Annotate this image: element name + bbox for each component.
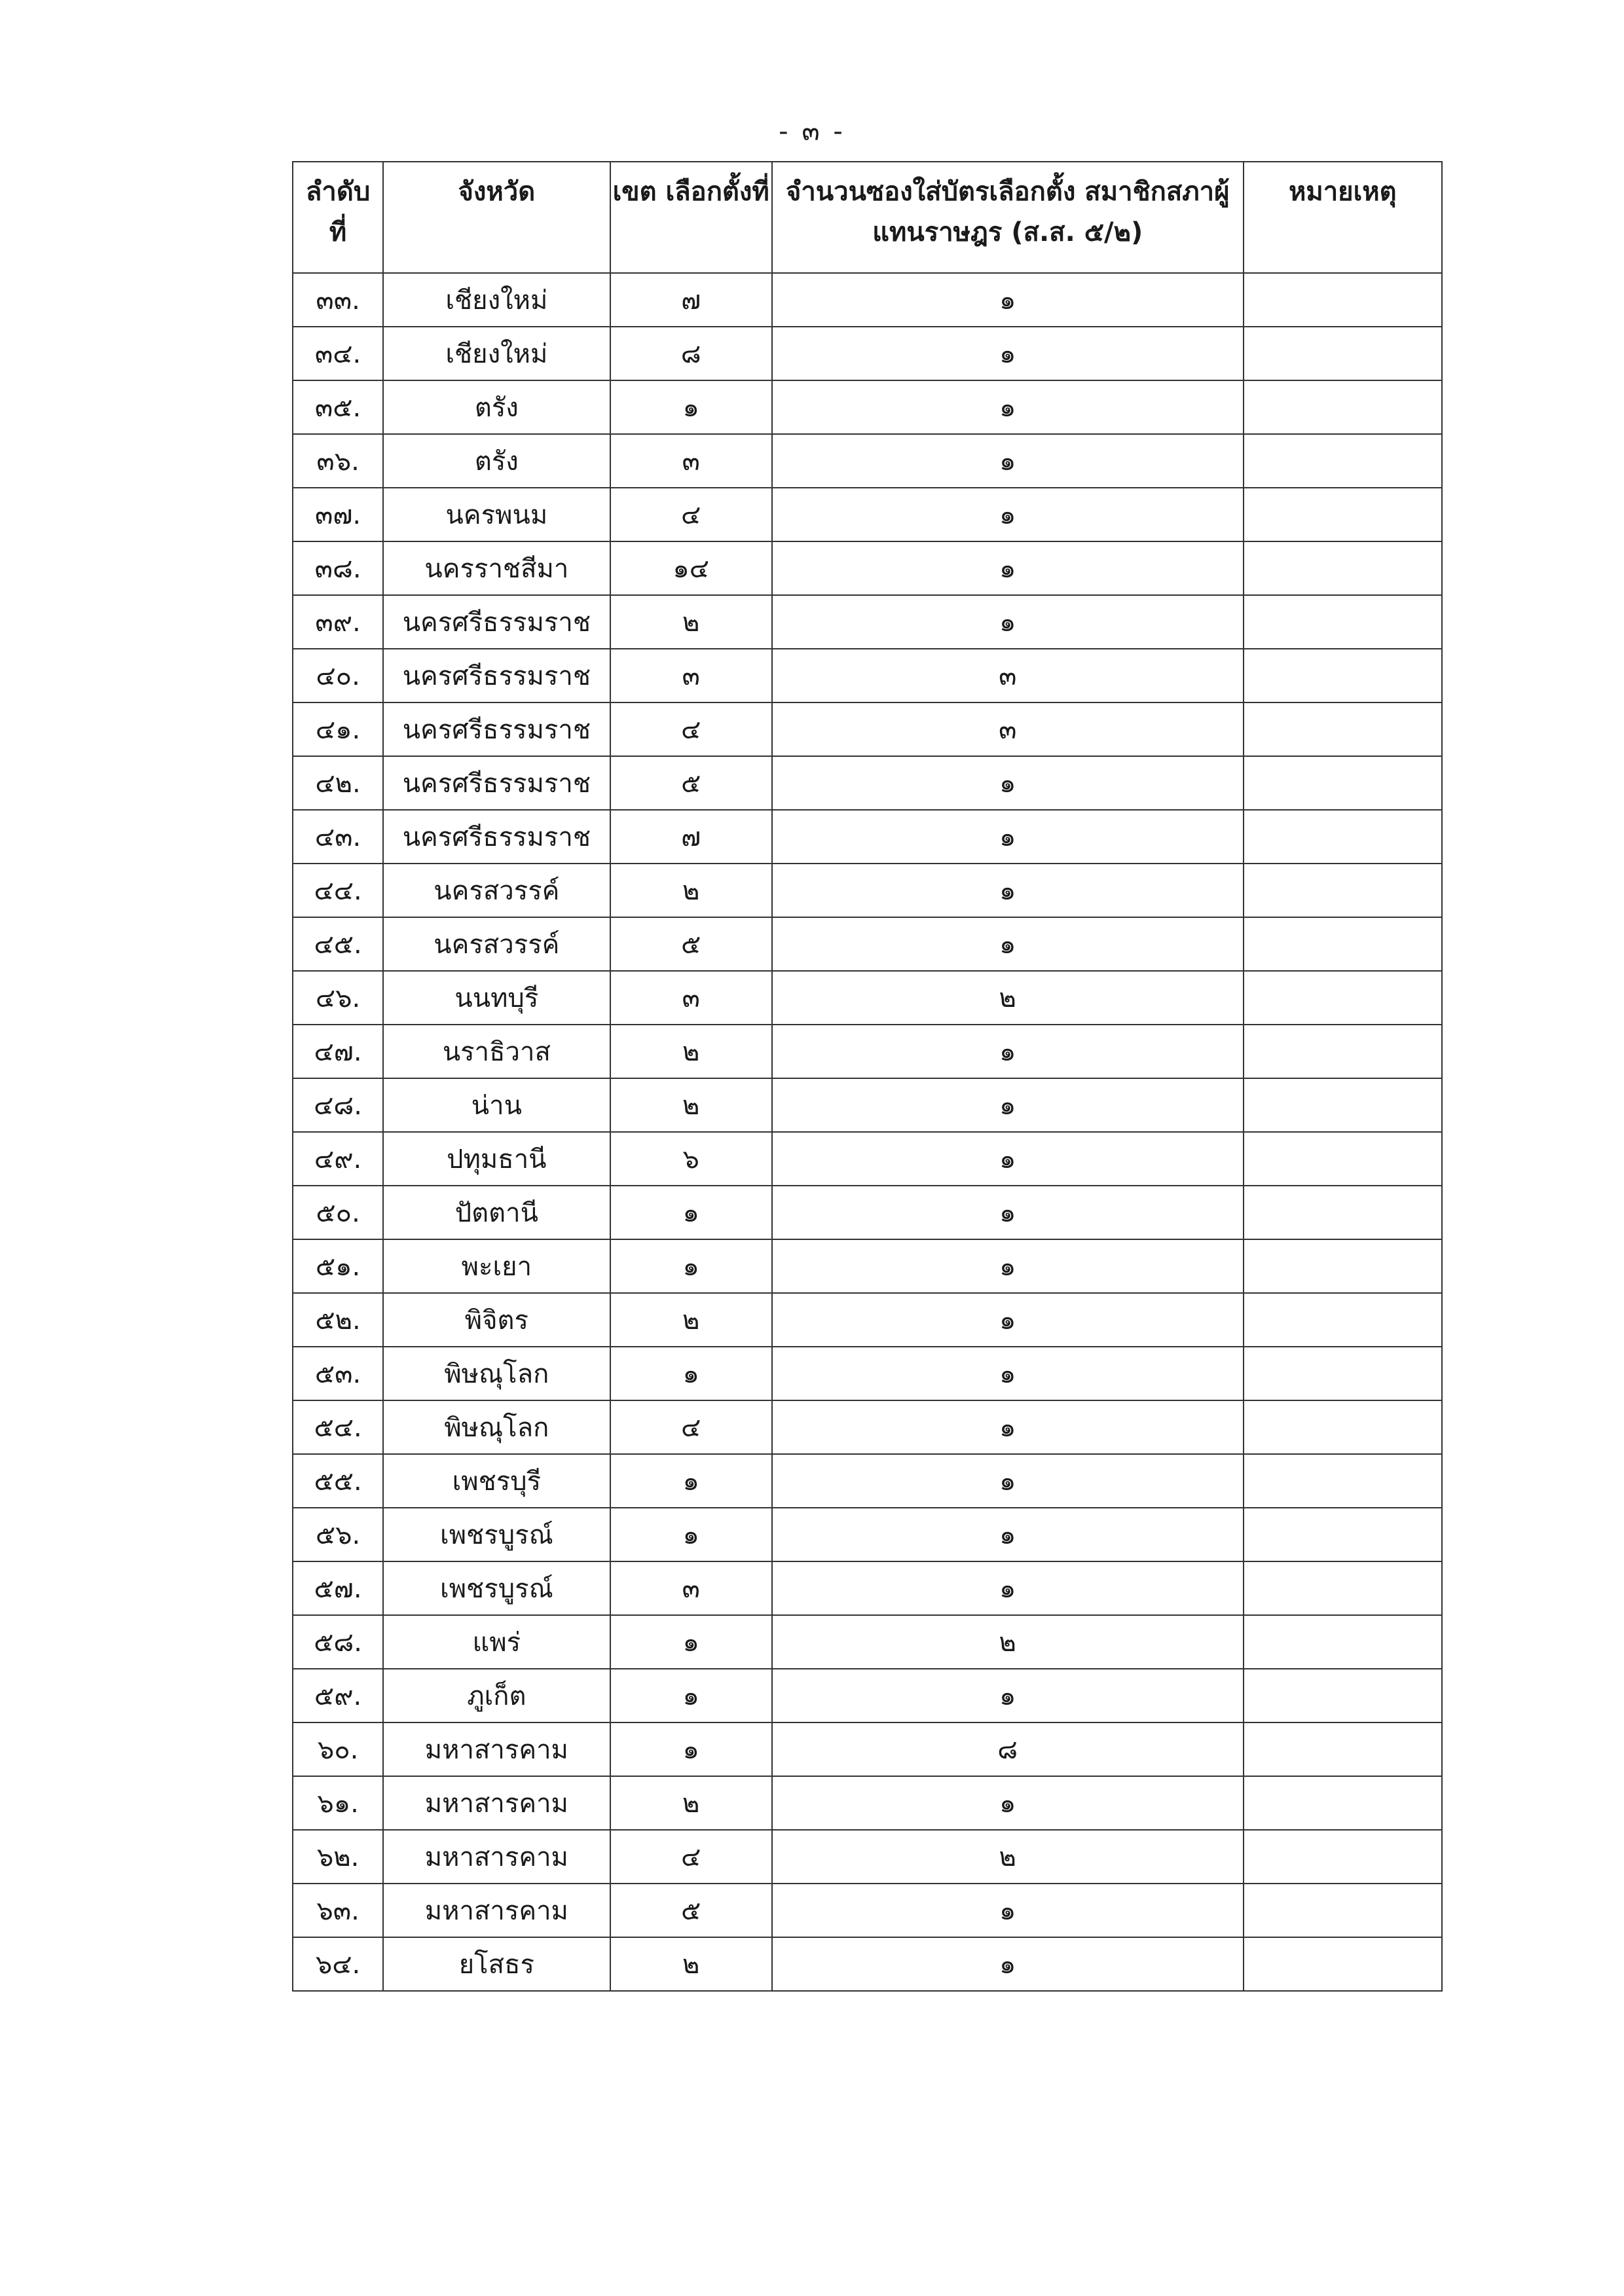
cell-envelope-count: ๑ <box>772 1293 1244 1347</box>
ballot-envelope-table <box>292 161 1443 1992</box>
table-row <box>293 971 1442 1025</box>
cell-envelope-count: ๒ <box>772 971 1244 1025</box>
cell-province: นครศรีธรรมราช <box>383 810 610 864</box>
cell-envelope-count: ๑ <box>772 1078 1244 1132</box>
cell-envelope-count: ๒ <box>772 1830 1244 1884</box>
cell-envelope-count: ๑ <box>772 488 1244 541</box>
cell-district: ๑ <box>610 1615 772 1669</box>
cell-district: ๒ <box>610 1025 772 1078</box>
cell-no: ๕๕. <box>293 1454 383 1508</box>
cell-district: ๒ <box>610 864 772 917</box>
cell-province: พิษณุโลก <box>383 1347 610 1400</box>
cell-envelope-count: ๑ <box>772 1400 1244 1454</box>
cell-province: นครศรีธรรมราช <box>383 649 610 702</box>
cell-remark <box>1244 756 1442 810</box>
cell-envelope-count: ๑ <box>772 434 1244 488</box>
table-row <box>293 1615 1442 1669</box>
cell-no: ๕๙. <box>293 1669 383 1722</box>
cell-district: ๑ <box>610 380 772 434</box>
cell-district: ๖ <box>610 1132 772 1186</box>
cell-no: ๖๐. <box>293 1722 383 1776</box>
cell-province: ปทุมธานี <box>383 1132 610 1186</box>
cell-district: ๑ <box>610 1508 772 1561</box>
cell-remark <box>1244 1400 1442 1454</box>
table-row <box>293 1830 1442 1884</box>
cell-district: ๒ <box>610 595 772 649</box>
table-row <box>293 1776 1442 1830</box>
cell-remark <box>1244 1347 1442 1400</box>
cell-remark <box>1244 488 1442 541</box>
cell-district: ๔ <box>610 1830 772 1884</box>
cell-province: มหาสารคาม <box>383 1830 610 1884</box>
cell-remark <box>1244 1776 1442 1830</box>
cell-district: ๓ <box>610 971 772 1025</box>
cell-envelope-count: ๑ <box>772 1186 1244 1239</box>
cell-province: น่าน <box>383 1078 610 1132</box>
cell-district: ๔ <box>610 488 772 541</box>
cell-no: ๔๙. <box>293 1132 383 1186</box>
cell-remark <box>1244 702 1442 756</box>
cell-district: ๓ <box>610 1561 772 1615</box>
cell-no: ๓๗. <box>293 488 383 541</box>
cell-envelope-count: ๑ <box>772 1239 1244 1293</box>
cell-district: ๑ <box>610 1454 772 1508</box>
cell-envelope-count: ๒ <box>772 1615 1244 1669</box>
cell-remark <box>1244 971 1442 1025</box>
table-row <box>293 1347 1442 1400</box>
cell-district: ๔ <box>610 702 772 756</box>
cell-no: ๖๑. <box>293 1776 383 1830</box>
cell-remark <box>1244 1078 1442 1132</box>
cell-district: ๗ <box>610 273 772 327</box>
table-row <box>293 273 1442 327</box>
header-district: เขต เลือกตั้งที่ <box>610 162 772 273</box>
header-remark: หมายเหตุ <box>1244 162 1442 273</box>
cell-remark <box>1244 273 1442 327</box>
cell-envelope-count: ๑ <box>772 1132 1244 1186</box>
table-row <box>293 810 1442 864</box>
cell-province: นครศรีธรรมราช <box>383 702 610 756</box>
cell-province: นครศรีธรรมราช <box>383 595 610 649</box>
cell-district: ๑ <box>610 1186 772 1239</box>
cell-province: ยโสธร <box>383 1937 610 1991</box>
cell-no: ๕๗. <box>293 1561 383 1615</box>
cell-remark <box>1244 810 1442 864</box>
table-row <box>293 327 1442 380</box>
cell-district: ๓ <box>610 434 772 488</box>
cell-province: แพร่ <box>383 1615 610 1669</box>
cell-remark <box>1244 1884 1442 1937</box>
cell-district: ๒ <box>610 1937 772 1991</box>
cell-remark <box>1244 1186 1442 1239</box>
cell-no: ๕๔. <box>293 1400 383 1454</box>
cell-province: พิจิตร <box>383 1293 610 1347</box>
cell-remark <box>1244 595 1442 649</box>
table-row <box>293 649 1442 702</box>
cell-no: ๔๐. <box>293 649 383 702</box>
cell-remark <box>1244 1239 1442 1293</box>
table-row <box>293 702 1442 756</box>
cell-envelope-count: ๑ <box>772 595 1244 649</box>
cell-envelope-count: ๑ <box>772 1776 1244 1830</box>
cell-remark <box>1244 1132 1442 1186</box>
cell-no: ๔๒. <box>293 756 383 810</box>
table-row <box>293 380 1442 434</box>
cell-province: ภูเก็ต <box>383 1669 610 1722</box>
cell-remark <box>1244 1025 1442 1078</box>
cell-district: ๘ <box>610 327 772 380</box>
cell-no: ๓๘. <box>293 541 383 595</box>
cell-province: ปัตตานี <box>383 1186 610 1239</box>
cell-district: ๕ <box>610 1884 772 1937</box>
table-row <box>293 1884 1442 1937</box>
cell-district: ๒ <box>610 1078 772 1132</box>
cell-province: เพชรบูรณ์ <box>383 1508 610 1561</box>
table-row <box>293 1561 1442 1615</box>
cell-envelope-count: ๑ <box>772 1508 1244 1561</box>
table-row <box>293 1132 1442 1186</box>
cell-no: ๕๓. <box>293 1347 383 1400</box>
cell-province: เพชรบูรณ์ <box>383 1561 610 1615</box>
cell-province: มหาสารคาม <box>383 1776 610 1830</box>
cell-district: ๑ <box>610 1239 772 1293</box>
header-province: จังหวัด <box>383 162 610 273</box>
cell-no: ๕๐. <box>293 1186 383 1239</box>
page-number: - ๓ - <box>779 117 845 147</box>
table-row <box>293 488 1442 541</box>
cell-no: ๔๓. <box>293 810 383 864</box>
header-row <box>293 162 1442 273</box>
cell-province: พะเยา <box>383 1239 610 1293</box>
cell-envelope-count: ๑ <box>772 1025 1244 1078</box>
table-row <box>293 1025 1442 1078</box>
cell-no: ๓๔. <box>293 327 383 380</box>
cell-envelope-count: ๑ <box>772 380 1244 434</box>
cell-envelope-count: ๑ <box>772 327 1244 380</box>
cell-remark <box>1244 1293 1442 1347</box>
cell-no: ๖๓. <box>293 1884 383 1937</box>
cell-province: มหาสารคาม <box>383 1722 610 1776</box>
cell-remark <box>1244 1508 1442 1561</box>
cell-district: ๑ <box>610 1669 772 1722</box>
cell-remark <box>1244 649 1442 702</box>
cell-no: ๔๔. <box>293 864 383 917</box>
cell-no: ๖๔. <box>293 1937 383 1991</box>
table-body <box>293 273 1442 1991</box>
cell-remark <box>1244 434 1442 488</box>
table-row <box>293 1722 1442 1776</box>
cell-no: ๕๒. <box>293 1293 383 1347</box>
cell-remark <box>1244 917 1442 971</box>
cell-district: ๑ <box>610 1722 772 1776</box>
cell-no: ๕๘. <box>293 1615 383 1669</box>
table-row <box>293 595 1442 649</box>
cell-province: พิษณุโลก <box>383 1400 610 1454</box>
cell-remark <box>1244 864 1442 917</box>
cell-province: นครพนม <box>383 488 610 541</box>
header-envelope-count: จำนวนซองใส่บัตรเลือกตั้ง สมาชิกสภาผู้แทนราษฎร (ส.ส. ๕/๒) <box>772 162 1244 273</box>
cell-envelope-count: ๓ <box>772 702 1244 756</box>
table-row <box>293 434 1442 488</box>
cell-envelope-count: ๑ <box>772 1884 1244 1937</box>
cell-district: ๑ <box>610 1347 772 1400</box>
cell-remark <box>1244 1722 1442 1776</box>
table-row <box>293 1508 1442 1561</box>
cell-province: นครสวรรค์ <box>383 864 610 917</box>
cell-no: ๓๕. <box>293 380 383 434</box>
cell-no: ๕๑. <box>293 1239 383 1293</box>
cell-district: ๒ <box>610 1776 772 1830</box>
cell-no: ๓๖. <box>293 434 383 488</box>
table-row <box>293 1078 1442 1132</box>
cell-district: ๕ <box>610 917 772 971</box>
cell-no: ๔๕. <box>293 917 383 971</box>
cell-remark <box>1244 1937 1442 1991</box>
cell-envelope-count: ๑ <box>772 756 1244 810</box>
table-row <box>293 1293 1442 1347</box>
cell-remark <box>1244 380 1442 434</box>
cell-province: นครราชสีมา <box>383 541 610 595</box>
cell-no: ๕๖. <box>293 1508 383 1561</box>
cell-district: ๒ <box>610 1293 772 1347</box>
cell-province: มหาสารคาม <box>383 1884 610 1937</box>
cell-envelope-count: ๑ <box>772 810 1244 864</box>
cell-envelope-count: ๑ <box>772 917 1244 971</box>
header-no: ลำดับ ที่ <box>293 162 383 273</box>
cell-remark <box>1244 1561 1442 1615</box>
cell-envelope-count: ๑ <box>772 541 1244 595</box>
cell-remark <box>1244 327 1442 380</box>
cell-province: เชียงใหม่ <box>383 273 610 327</box>
cell-envelope-count: ๑ <box>772 1937 1244 1991</box>
table-row <box>293 756 1442 810</box>
cell-no: ๓๓. <box>293 273 383 327</box>
table-row <box>293 864 1442 917</box>
cell-envelope-count: ๑ <box>772 1454 1244 1508</box>
cell-no: ๔๑. <box>293 702 383 756</box>
cell-envelope-count: ๑ <box>772 273 1244 327</box>
cell-province: ตรัง <box>383 434 610 488</box>
cell-province: นราธิวาส <box>383 1025 610 1078</box>
cell-remark <box>1244 541 1442 595</box>
cell-province: นครสวรรค์ <box>383 917 610 971</box>
table-row <box>293 1454 1442 1508</box>
cell-envelope-count: ๘ <box>772 1722 1244 1776</box>
cell-no: ๔๘. <box>293 1078 383 1132</box>
table-row <box>293 1937 1442 1991</box>
table-row <box>293 1186 1442 1239</box>
cell-district: ๓ <box>610 649 772 702</box>
cell-province: เพชรบุรี <box>383 1454 610 1508</box>
cell-remark <box>1244 1669 1442 1722</box>
cell-no: ๓๙. <box>293 595 383 649</box>
cell-envelope-count: ๑ <box>772 1669 1244 1722</box>
table-row <box>293 917 1442 971</box>
cell-no: ๔๖. <box>293 971 383 1025</box>
cell-envelope-count: ๑ <box>772 1561 1244 1615</box>
cell-district: ๔ <box>610 1400 772 1454</box>
cell-province: ตรัง <box>383 380 610 434</box>
cell-remark <box>1244 1615 1442 1669</box>
cell-province: เชียงใหม่ <box>383 327 610 380</box>
cell-district: ๗ <box>610 810 772 864</box>
table-row <box>293 541 1442 595</box>
cell-envelope-count: ๑ <box>772 864 1244 917</box>
table-row <box>293 1669 1442 1722</box>
table-header <box>293 162 1442 273</box>
cell-no: ๔๗. <box>293 1025 383 1078</box>
cell-envelope-count: ๓ <box>772 649 1244 702</box>
table-row <box>293 1400 1442 1454</box>
cell-remark <box>1244 1830 1442 1884</box>
cell-envelope-count: ๑ <box>772 1347 1244 1400</box>
cell-remark <box>1244 1454 1442 1508</box>
table-row <box>293 1239 1442 1293</box>
cell-province: นนทบุรี <box>383 971 610 1025</box>
cell-no: ๖๒. <box>293 1830 383 1884</box>
cell-district: ๑๔ <box>610 541 772 595</box>
cell-province: นครศรีธรรมราช <box>383 756 610 810</box>
cell-district: ๕ <box>610 756 772 810</box>
